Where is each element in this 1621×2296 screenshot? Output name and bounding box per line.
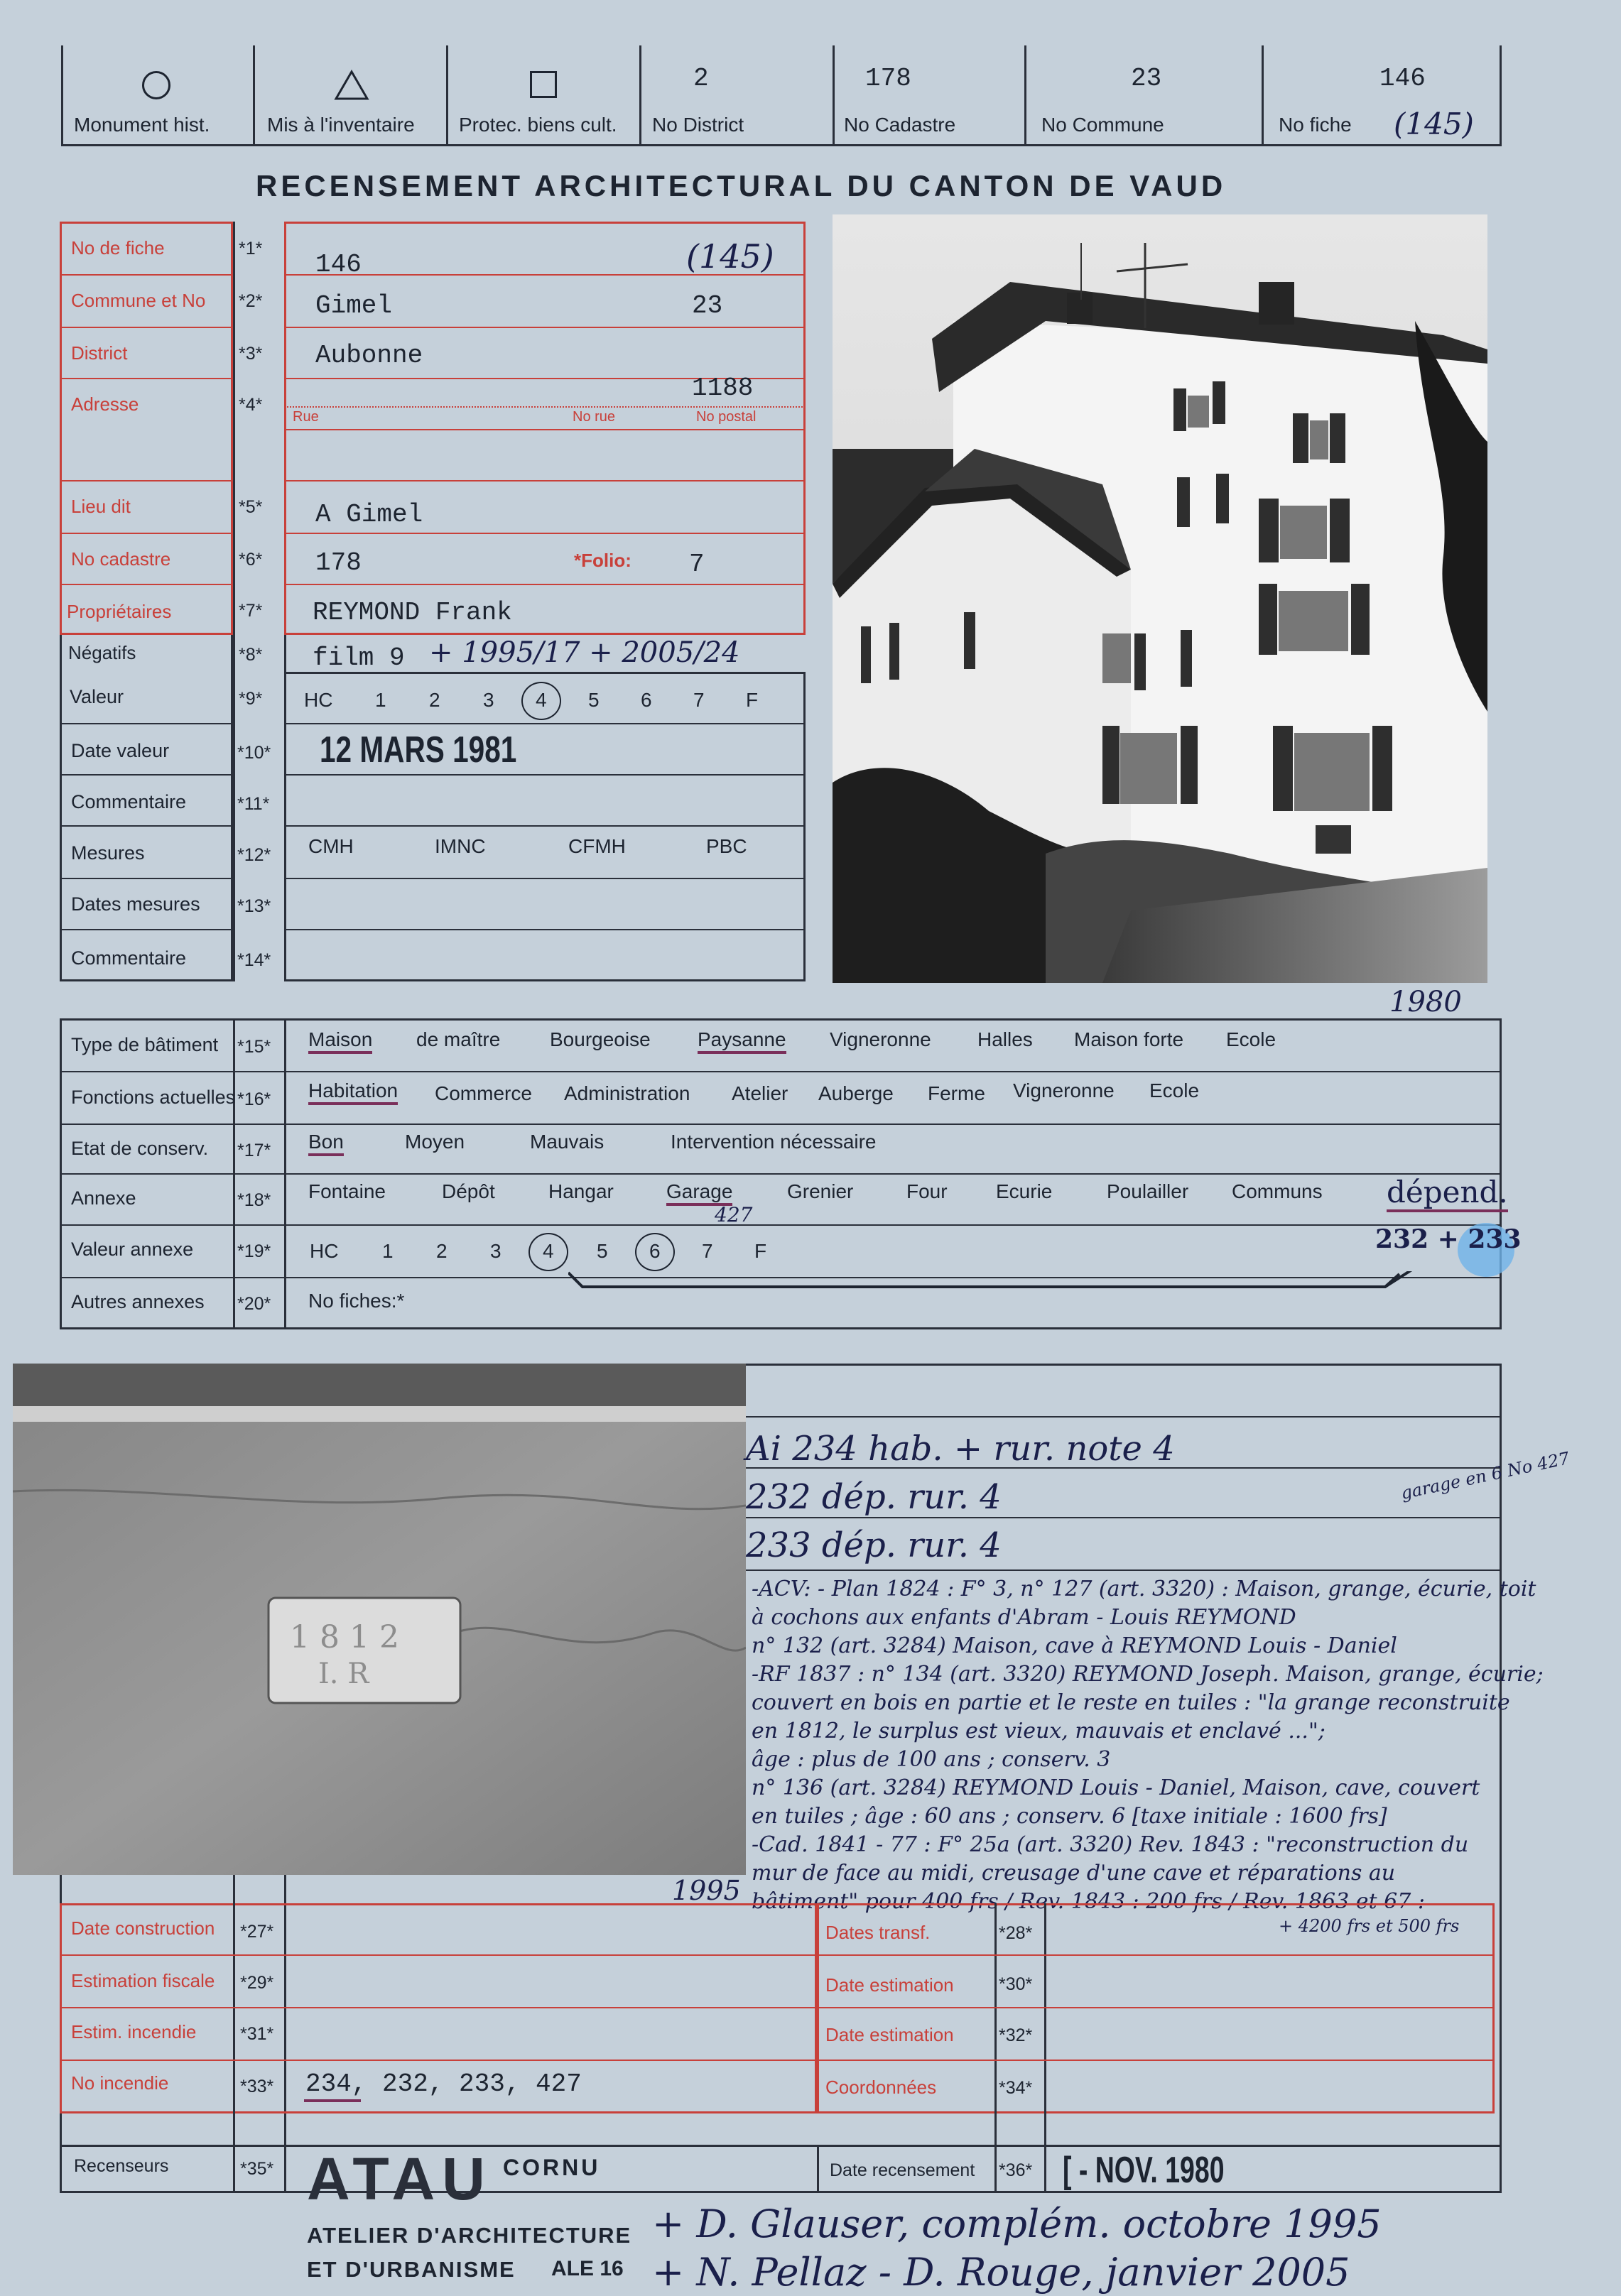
date-valeur-num: *10*: [237, 743, 271, 763]
vannexe-opt-4[interactable]: 4: [543, 1240, 554, 1262]
date-estimation2-label: Date estimation: [825, 2024, 954, 2045]
footer-hand-1: + D. Glauser, complém. octobre 1995: [652, 2202, 1382, 2246]
etat-label: Etat de conserv.: [71, 1138, 209, 1159]
fonct-opt-ecole[interactable]: Ecole: [1149, 1079, 1200, 1101]
date-valeur-label: Date valeur: [71, 740, 170, 761]
type-opt-maison[interactable]: Maison: [308, 1028, 372, 1054]
atau-logo: ATAU: [307, 2145, 492, 2212]
autres-annexes-label: Autres annexes: [71, 1291, 205, 1312]
valeur-opt-hc[interactable]: HC: [304, 689, 333, 711]
monument-hist-icon: [142, 71, 170, 99]
mesures-opt-cmh[interactable]: CMH: [308, 835, 354, 857]
commune-field-label: Commune et No: [71, 290, 206, 311]
type-opt-maison-forte[interactable]: Maison forte: [1074, 1028, 1184, 1050]
note-line-3: 233 dép. rur. 4: [746, 1525, 1002, 1565]
negatifs-field-value[interactable]: film 9: [313, 643, 405, 673]
estimation-fiscale-num: *29*: [240, 1973, 274, 1993]
note-line-4: -ACV: - Plan 1824 : F° 3, n° 127 (art. 3320) : Maison, grange, écurie, toit: [752, 1577, 1536, 1601]
mesures-opt-imnc[interactable]: IMNC: [435, 835, 486, 857]
photo-year: 1980: [1389, 986, 1462, 1018]
garage-note: 427: [715, 1203, 753, 1226]
valeur-opt-5[interactable]: 5: [588, 689, 600, 711]
footer-line-1: ATELIER D'ARCHITECTURE: [307, 2223, 632, 2248]
annexe-opt-grenier[interactable]: Grenier: [787, 1180, 854, 1202]
etat-opt-bon[interactable]: Bon: [308, 1131, 344, 1156]
adresse-field-num: *4*: [239, 395, 263, 415]
no-incendie-label: No incendie: [71, 2072, 169, 2094]
vannexe-opt-5[interactable]: 5: [597, 1240, 608, 1262]
note-line-8: couvert en bois en partie et le reste en tuiles : "la grange reconstruite: [752, 1690, 1510, 1715]
note-line-1: Ai 234 hab. + rur. note 4: [746, 1429, 1175, 1469]
proprietaires-field-value[interactable]: REYMOND Frank: [313, 598, 512, 627]
dates-mesures-num: *13*: [237, 896, 271, 916]
fiche-hand-note: (145): [1394, 107, 1474, 141]
negatifs-hand: + 1995/17 + 2005/24: [429, 636, 740, 669]
negatifs-field-num: *8*: [239, 645, 263, 665]
fonctions-num: *16*: [237, 1089, 271, 1109]
lieu-field-value[interactable]: A Gimel: [315, 500, 423, 529]
fonct-opt-vigneronne[interactable]: Vigneronne: [1013, 1079, 1115, 1101]
commune-field-number[interactable]: 23: [692, 291, 723, 320]
cadastre-field-label: No cadastre: [71, 548, 171, 570]
protec-icon: [530, 71, 557, 98]
cadastre-field-num: *6*: [239, 550, 263, 570]
folio-value[interactable]: 7: [689, 550, 705, 579]
fonct-opt-ferme[interactable]: Ferme: [928, 1082, 985, 1104]
estim-incendie-num: *31*: [240, 2024, 274, 2044]
page-title: RECENSEMENT ARCHITECTURAL DU CANTON DE VAUD: [256, 169, 1227, 202]
cadastre-field-value[interactable]: 178: [315, 548, 362, 577]
mesures-opt-pbc[interactable]: PBC: [706, 835, 747, 857]
annexe-opt-depot[interactable]: Dépôt: [442, 1180, 495, 1202]
valeur-selected-circle: [521, 682, 561, 720]
note-line-15: bâtiment" pour 400 frs / Rev. 1843 : 200 frs / Rev. 1863 et 67 :: [752, 1889, 1425, 1914]
folio-label: *Folio:: [574, 550, 631, 571]
district-field-value[interactable]: Aubonne: [315, 341, 423, 370]
note-line-6: n° 132 (art. 3284) Maison, cave à REYMOND Louis - Daniel: [752, 1633, 1397, 1658]
commentaire2-label: Commentaire: [71, 947, 187, 969]
note-line-11: n° 136 (art. 3284) REYMOND Louis - Daniel, Maison, cave, couvert: [752, 1775, 1480, 1800]
footer-hand-2: + N. Pellaz - D. Rouge, janvier 2005: [652, 2250, 1350, 2295]
etat-num: *17*: [237, 1141, 271, 1160]
note-line-12: en tuiles ; âge : 60 ans ; conserv. 6 [taxe initiale : 1600 frs]: [752, 1804, 1387, 1829]
date-stone-photo: [13, 1364, 746, 1875]
vannexe-opt-6[interactable]: 6: [649, 1240, 661, 1262]
annexe-opt-fontaine[interactable]: Fontaine: [308, 1180, 386, 1202]
annexe-hand-depend: dépend.: [1387, 1175, 1508, 1212]
type-opt-halles[interactable]: Halles: [977, 1028, 1033, 1050]
dates-transf-label: Dates transf.: [825, 1922, 931, 1943]
fonct-opt-auberge[interactable]: Auberge: [818, 1082, 894, 1104]
note-side: garage en 6 No 427: [1399, 1448, 1572, 1503]
etat-opt-mauvais[interactable]: Mauvais: [530, 1131, 605, 1153]
vannexe-opt-2[interactable]: 2: [436, 1240, 448, 1262]
lieu-field-num: *5*: [239, 497, 263, 517]
date-construction-num: *27*: [240, 1922, 274, 1942]
vannexe-opt-f[interactable]: F: [754, 1240, 767, 1262]
type-opt-maitre[interactable]: de maître: [416, 1028, 501, 1050]
date-recensement-label: Date recensement: [830, 2160, 975, 2180]
fonct-opt-habitation[interactable]: Habitation: [308, 1079, 398, 1105]
dates-mesures-label: Dates mesures: [71, 893, 200, 915]
building-photo: [833, 214, 1487, 983]
date-recensement-num: *36*: [999, 2160, 1033, 2180]
commune-field-value[interactable]: Gimel: [315, 291, 393, 320]
mesures-opt-cfmh[interactable]: CFMH: [568, 835, 626, 857]
district-field-label: District: [71, 342, 128, 364]
fonct-opt-atelier[interactable]: Atelier: [732, 1082, 788, 1104]
district-number: 2: [693, 64, 709, 93]
valeur-field-num: *9*: [239, 689, 263, 709]
mesures-label: Mesures: [71, 842, 145, 864]
recenseurs-label: Recenseurs: [74, 2156, 169, 2176]
annexe-opt-ecurie[interactable]: Ecurie: [996, 1180, 1053, 1202]
commentaire1-num: *11*: [237, 794, 270, 814]
note-line-5: à cochons aux enfants d'Abram - Louis REYMOND: [752, 1605, 1296, 1630]
vannexe-circle-6: [635, 1233, 675, 1271]
annexe-opt-hangar[interactable]: Hangar: [548, 1180, 614, 1202]
valeur-annexe-label: Valeur annexe: [71, 1239, 194, 1260]
valeur-opt-3[interactable]: 3: [483, 689, 494, 711]
note-line-13: -Cad. 1841 - 77 : F° 25a (art. 3320) Rev. 1843 : "reconstruction du: [752, 1832, 1469, 1857]
type-opt-paysanne[interactable]: Paysanne: [698, 1028, 786, 1054]
proprietaires-field-label: Propriétaires: [67, 601, 172, 622]
fiche-field-num: *1*: [239, 239, 263, 259]
fiche-number: 146: [1379, 64, 1426, 93]
recenseurs-row: [60, 2145, 1502, 2193]
adresse-postal[interactable]: 1188: [692, 374, 754, 403]
red-value-box: [284, 222, 806, 635]
notes-year-1995: 1995: [672, 1875, 741, 1906]
type-opt-ecole[interactable]: Ecole: [1226, 1028, 1276, 1050]
valeur-opt-1[interactable]: 1: [375, 689, 386, 711]
monument-hist-label: Monument hist.: [74, 114, 210, 136]
adresse-field-label: Adresse: [71, 393, 139, 415]
commune-number: 23: [1131, 64, 1162, 93]
vannexe-circle-4: [528, 1233, 568, 1271]
autres-annexes-num: *20*: [237, 1294, 271, 1314]
annexe-opt-garage[interactable]: Garage: [666, 1180, 732, 1206]
inventaire-label: Mis à l'inventaire: [267, 114, 415, 136]
annexe-label: Annexe: [71, 1187, 136, 1209]
district-label: No District: [652, 114, 744, 136]
note-line-10: âge : plus de 100 ans ; conserv. 3: [752, 1747, 1111, 1772]
vannexe-opt-7[interactable]: 7: [702, 1240, 713, 1262]
dates-transf-num: *28*: [999, 1923, 1033, 1943]
etat-opt-moyen[interactable]: Moyen: [405, 1131, 465, 1153]
red-label-column: [60, 222, 233, 635]
note-line-9: en 1812, le surplus est vieux, mauvais et enclavé ...";: [752, 1719, 1325, 1743]
cadastre-number: 178: [865, 64, 911, 93]
no-incendie-num: *33*: [240, 2077, 274, 2096]
fonct-opt-commerce[interactable]: Commerce: [435, 1082, 532, 1104]
valeur-opt-f[interactable]: F: [746, 689, 759, 711]
protec-label: Protec. biens cult.: [459, 114, 617, 136]
valeur-field-label: Valeur: [70, 686, 124, 707]
date-estimation2-num: *32*: [999, 2025, 1033, 2045]
adresse-sub-rue: Rue: [293, 409, 319, 425]
type-opt-vigneronne[interactable]: Vigneronne: [830, 1028, 931, 1050]
commune-label: No Commune: [1041, 114, 1164, 136]
type-opt-bourgeoise[interactable]: Bourgeoise: [550, 1028, 651, 1050]
adresse-sub-norue: No rue: [573, 409, 616, 425]
note-line-7: -RF 1837 : n° 134 (art. 3320) REYMOND Joseph. Maison, grange, écurie;: [752, 1662, 1544, 1687]
date-estimation1-num: *30*: [999, 1974, 1033, 1994]
etat-opt-intervention[interactable]: Intervention nécessaire: [671, 1131, 877, 1153]
svg-text:1 8 1 2: 1 8 1 2: [290, 1619, 399, 1655]
negatifs-field-label: Négatifs: [68, 642, 136, 663]
coordonnees-label: Coordonnées: [825, 2077, 937, 2098]
fiche-field-value[interactable]: 146: [315, 250, 362, 279]
estimation-fiscale-label: Estimation fiscale: [71, 1970, 215, 1991]
valeur-annexe-num: *19*: [237, 1241, 271, 1261]
autres-annexes-value[interactable]: No fiches:*: [308, 1290, 405, 1312]
note-line-16: + 4200 frs et 500 frs: [1279, 1916, 1460, 1936]
date-estimation1-label: Date estimation: [825, 1974, 954, 1996]
footer-ale: ALE 16: [551, 2257, 624, 2280]
valeur-opt-2[interactable]: 2: [429, 689, 440, 711]
fonctions-label: Fonctions actuelles: [71, 1087, 236, 1108]
vannexe-opt-3[interactable]: 3: [490, 1240, 502, 1262]
commune-field-num: *2*: [239, 291, 263, 311]
cornu-name: CORNU: [503, 2155, 601, 2180]
cadastre-label: No Cadastre: [844, 114, 956, 136]
coordonnees-num: *34*: [999, 2078, 1033, 2098]
svg-text:I. R: I. R: [318, 1658, 369, 1690]
type-batiment-label: Type de bâtiment: [71, 1034, 219, 1055]
commentaire1-label: Commentaire: [71, 791, 187, 812]
vannexe-opt-1[interactable]: 1: [382, 1240, 394, 1262]
date-valeur-stamp[interactable]: 12 MARS 1981: [320, 729, 517, 771]
recenseurs-num: *35*: [240, 2159, 274, 2179]
no-incendie-value[interactable]: 234, 232, 233, 427: [305, 2069, 582, 2099]
date-construction-label: Date construction: [71, 1917, 215, 1939]
vannexe-opt-hc[interactable]: HC: [310, 1240, 339, 1262]
valeur-opt-4[interactable]: 4: [536, 689, 547, 711]
fiche-field-hand: (145): [686, 237, 774, 276]
valeur-opt-7[interactable]: 7: [693, 689, 705, 711]
mesures-num: *12*: [237, 845, 271, 865]
bracket-mark: [568, 1271, 1492, 1297]
annexe-num: *18*: [237, 1190, 271, 1210]
note-line-2: 232 dép. rur. 4: [746, 1477, 1002, 1517]
adresse-sub-postal: No postal: [696, 409, 757, 425]
type-batiment-num: *15*: [237, 1037, 271, 1057]
footer-line-2: ET D'URBANISME: [307, 2257, 516, 2282]
annexe-opt-communs[interactable]: Communs: [1232, 1180, 1323, 1202]
proprietaires-field-num: *7*: [239, 601, 263, 621]
lieu-field-label: Lieu dit: [71, 496, 131, 517]
annexe-opt-four[interactable]: Four: [906, 1180, 948, 1202]
commentaire2-num: *14*: [237, 950, 271, 970]
valeur-opt-6[interactable]: 6: [641, 689, 652, 711]
fiche-label: No fiche: [1279, 114, 1352, 136]
fonct-opt-administration[interactable]: Administration: [564, 1082, 690, 1104]
date-recensement-stamp[interactable]: [ - NOV. 1980: [1063, 2150, 1225, 2191]
annexe-opt-poulailler[interactable]: Poulailler: [1107, 1180, 1189, 1202]
district-field-num: *3*: [239, 344, 263, 364]
inventaire-icon: [334, 70, 369, 101]
note-line-14: mur de face au midi, creusage d'une cave et réparations au: [752, 1861, 1396, 1886]
estim-incendie-label: Estim. incendie: [71, 2021, 197, 2042]
fiche-field-label: No de fiche: [71, 237, 165, 259]
valeur-annexe-hand: 232 + 233: [1375, 1224, 1522, 1254]
